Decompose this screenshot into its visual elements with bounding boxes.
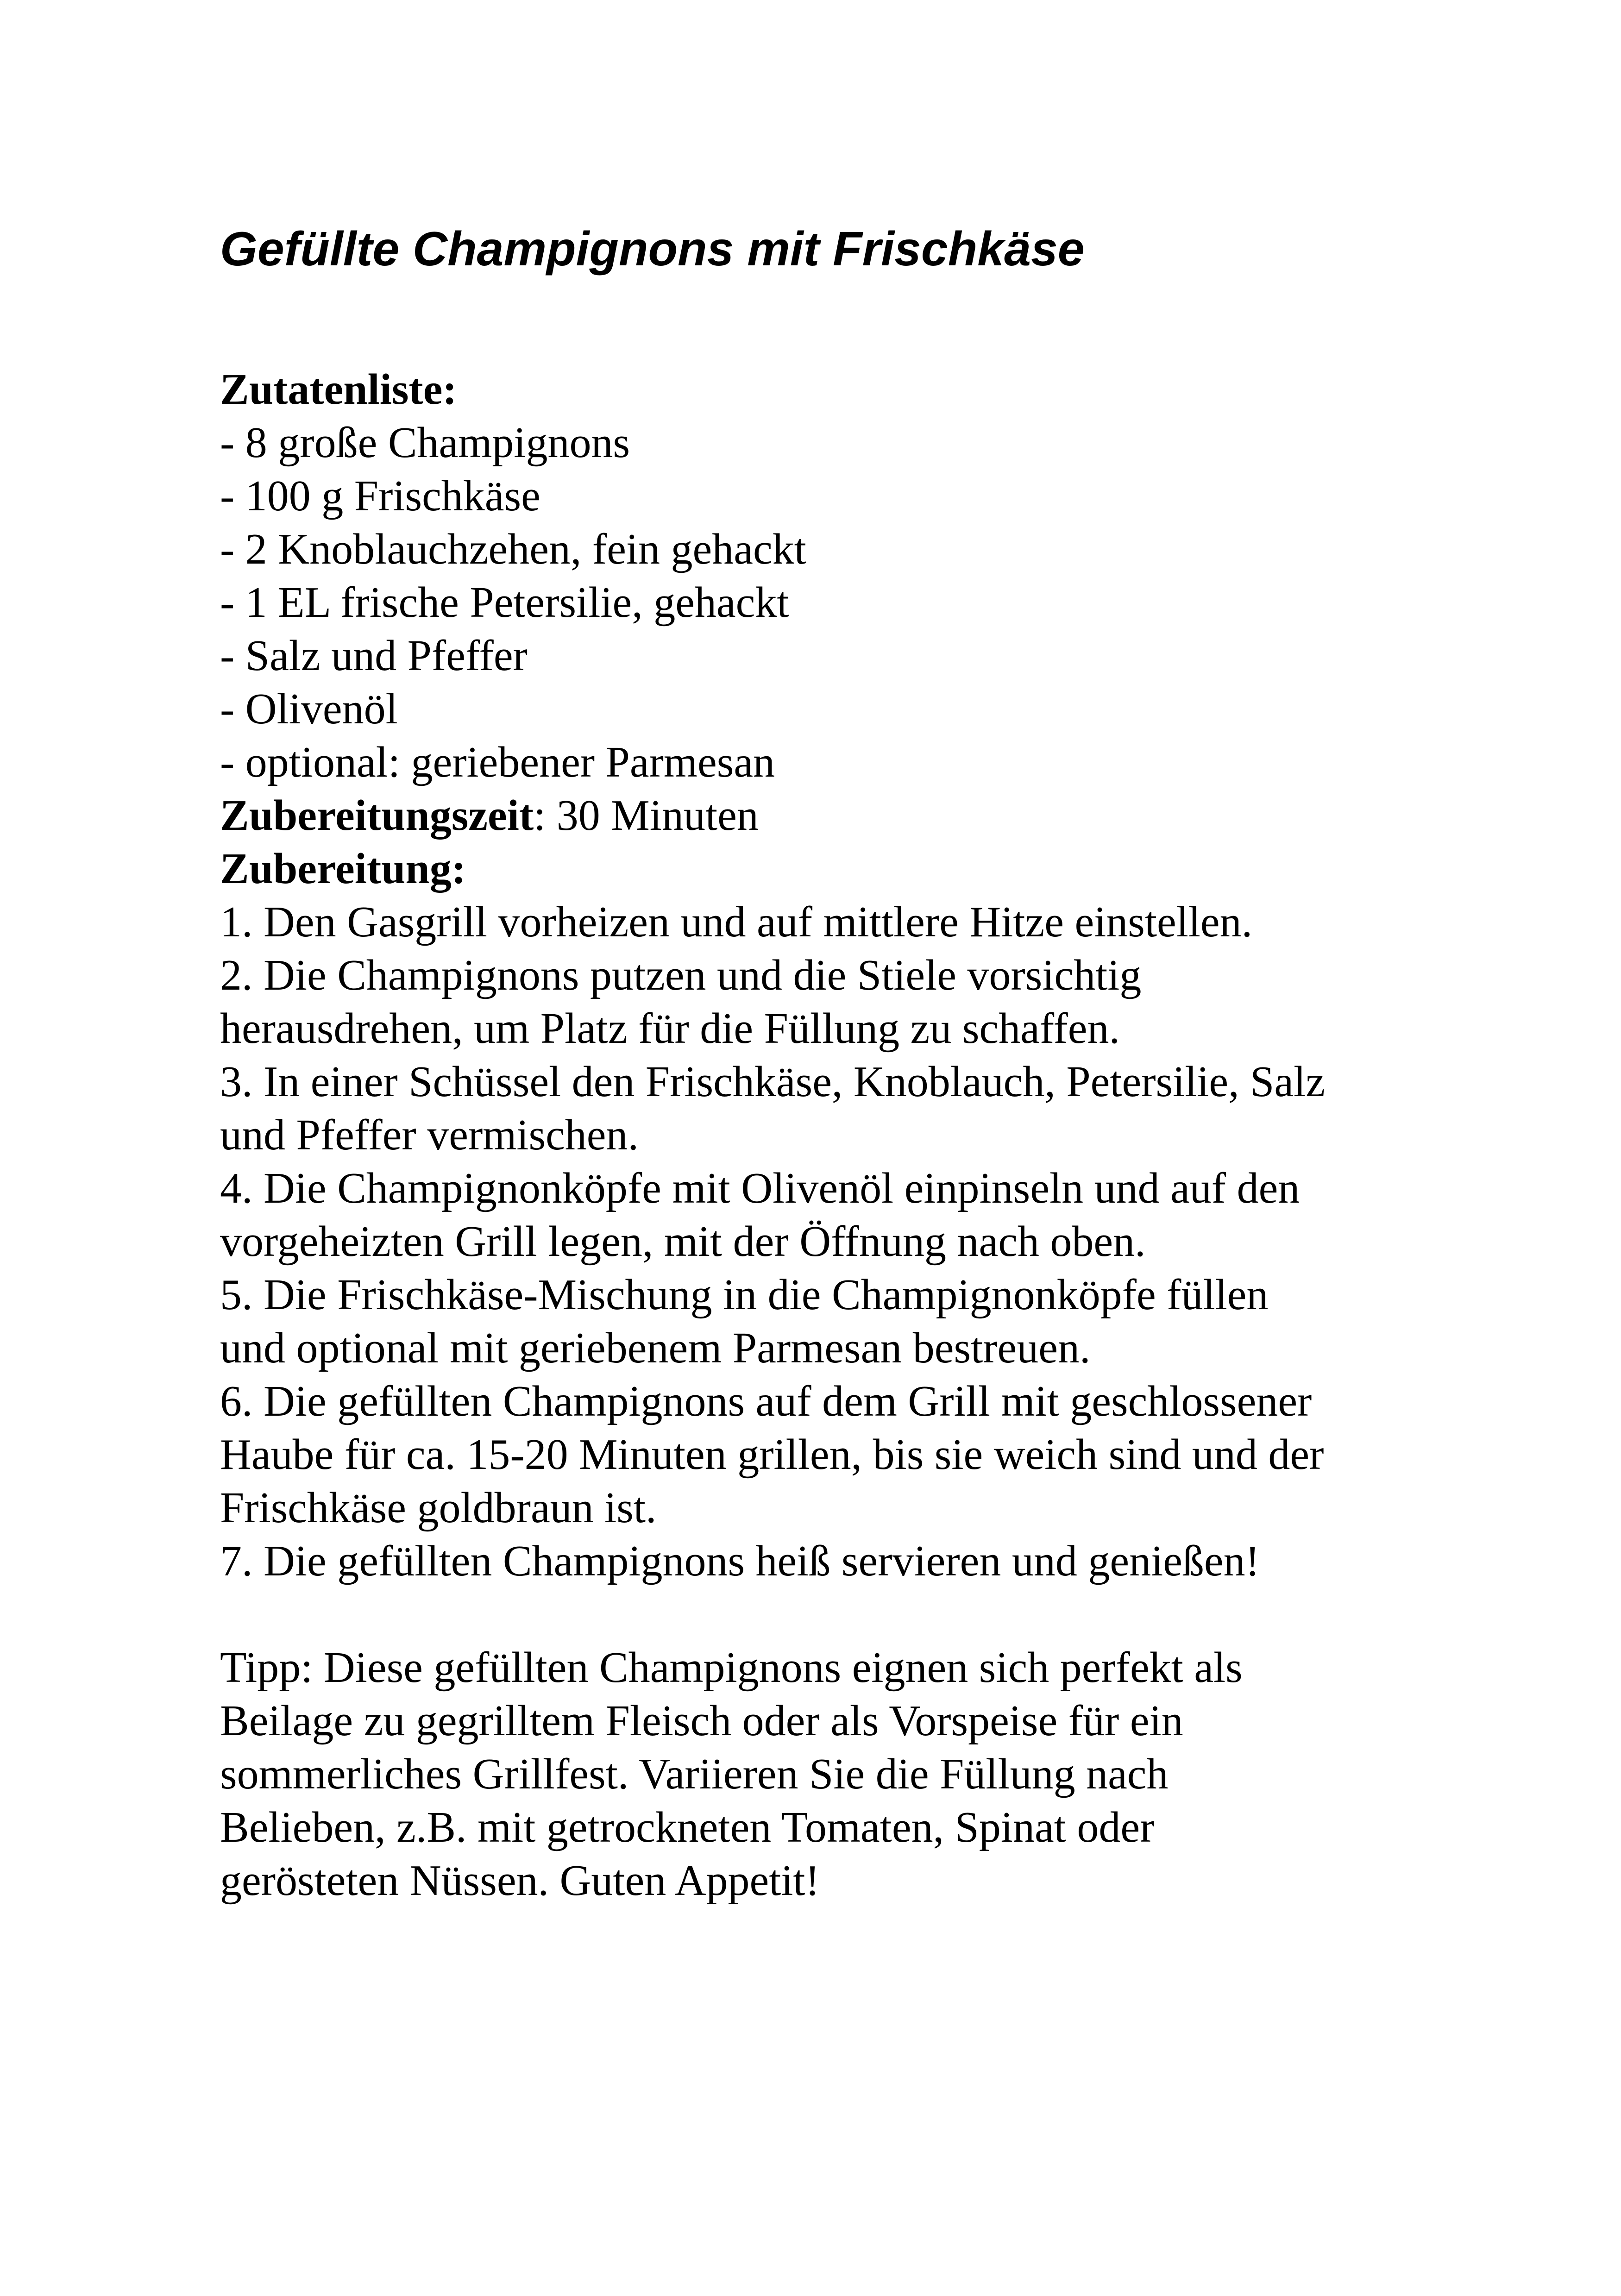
preparation-line: 3. In einer Schüssel den Frischkäse, Knoblauch, Petersilie, Salz (220, 1058, 1325, 1106)
preparation-line: herausdrehen, um Platz für die Füllung zu schaffen. (220, 1004, 1120, 1053)
paragraph-spacer (220, 1588, 1424, 1641)
preparation-line: 5. Die Frischkäse-Mischung in die Champignonköpfe füllen (220, 1271, 1269, 1319)
ingredient-item: - 1 EL frische Petersilie, gehackt (220, 578, 789, 627)
prep-time-label: Zubereitungszeit (220, 791, 534, 840)
ingredient-item: - 8 große Champignons (220, 419, 630, 467)
tip-line: Tipp: Diese gefüllten Champignons eignen sich perfekt als (220, 1644, 1243, 1692)
preparation-line: 2. Die Champignons putzen und die Stiele vorsichtig (220, 951, 1142, 999)
ingredients-heading: Zutatenliste: (220, 365, 457, 414)
prep-time-value: : 30 Minuten (534, 791, 759, 840)
tip-line: Belieben, z.B. mit getrockneten Tomaten, Spinat oder (220, 1803, 1155, 1851)
tip-line: sommerliches Grillfest. Variieren Sie die Füllung nach (220, 1750, 1169, 1798)
tip-line: gerösteten Nüssen. Guten Appetit! (220, 1857, 820, 1905)
preparation-line: und optional mit geriebenem Parmesan bestreuen. (220, 1324, 1091, 1372)
ingredient-item: - optional: geriebener Parmesan (220, 738, 775, 786)
ingredient-item: - Salz und Pfeffer (220, 632, 528, 680)
preparation-line: 4. Die Champignonköpfe mit Olivenöl einpinseln und auf den (220, 1164, 1300, 1212)
preparation-line: 7. Die gefüllten Champignons heiß servieren und genießen! (220, 1537, 1260, 1585)
prep-time-line (220, 789, 1424, 842)
preparation-line: vorgeheizten Grill legen, mit der Öffnung nach oben. (220, 1217, 1146, 1266)
recipe-body (220, 363, 1424, 1907)
recipe-title: Gefüllte Champignons mit Frischkäse (220, 222, 1085, 276)
preparation-line: Frischkäse goldbraun ist. (220, 1484, 657, 1532)
ingredient-item: - Olivenöl (220, 685, 398, 733)
ingredient-item: - 100 g Frischkäse (220, 472, 540, 520)
preparation-line: und Pfeffer vermischen. (220, 1111, 639, 1159)
preparation-line: 1. Den Gasgrill vorheizen und auf mittlere Hitze einstellen. (220, 898, 1253, 946)
preparation-line: 6. Die gefüllten Champignons auf dem Grill mit geschlossener (220, 1377, 1312, 1425)
preparation-heading: Zubereitung: (220, 845, 466, 893)
tip-line: Beilage zu gegrilltem Fleisch oder als Vorspeise für ein (220, 1697, 1183, 1745)
ingredient-item: - 2 Knoblauchzehen, fein gehackt (220, 525, 806, 573)
preparation-line: Haube für ca. 15-20 Minuten grillen, bis sie weich sind und der (220, 1430, 1324, 1479)
